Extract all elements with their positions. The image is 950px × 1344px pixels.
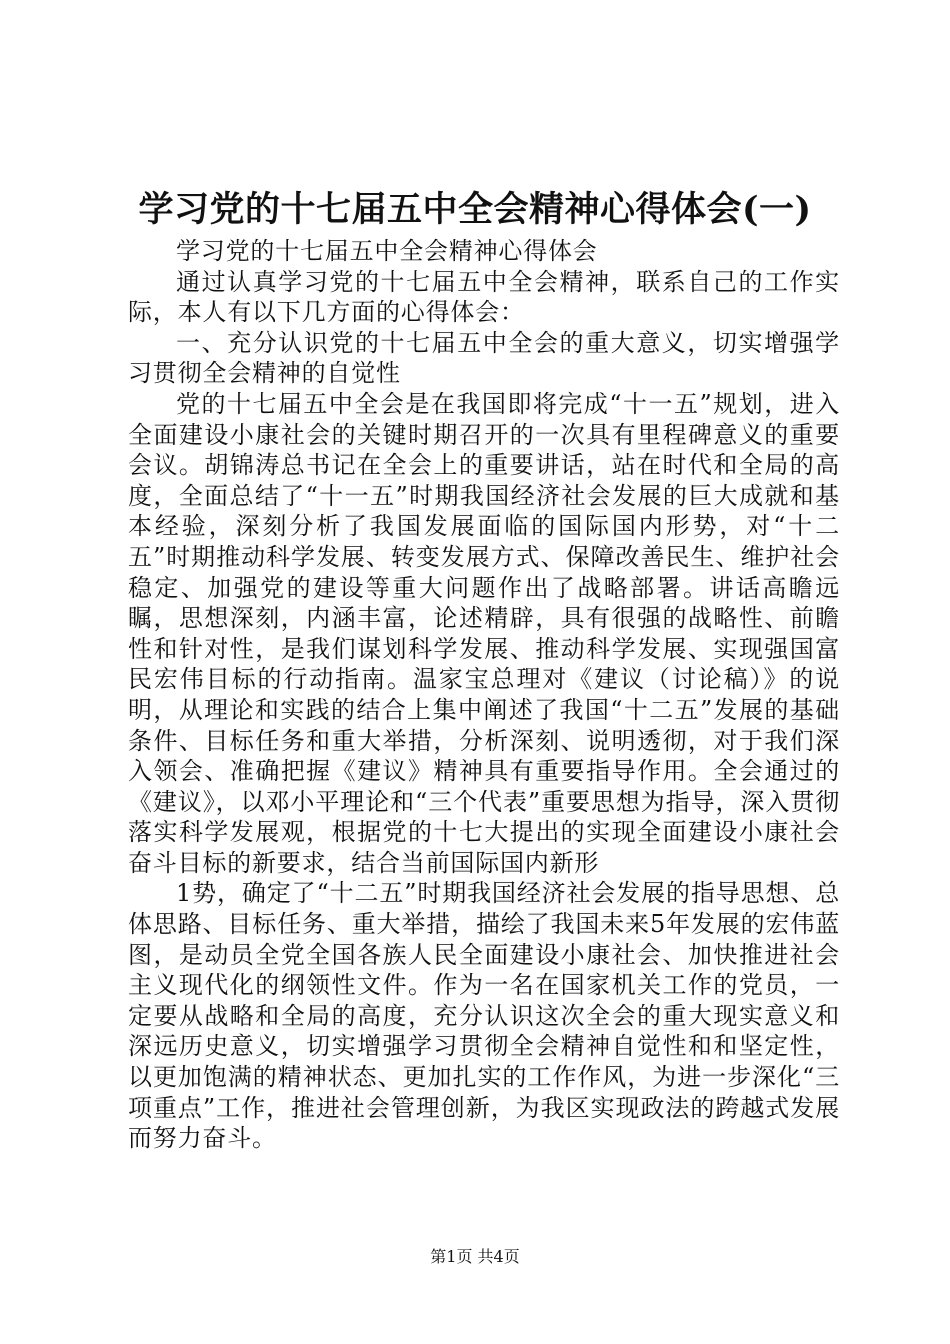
page-number-footer: 第1页 共4页 bbox=[430, 1247, 520, 1266]
paragraph-intro: 通过认真学习党的十七届五中全会精神，联系自己的工作实际，本人有以下几方面的心得体会： bbox=[128, 267, 840, 327]
document-title: 学习党的十七届五中全会精神心得体会(一) bbox=[138, 189, 812, 230]
paragraph-subtitle: 学习党的十七届五中全会精神心得体会 bbox=[176, 237, 598, 265]
paragraph-body-1: 党的十七届五中全会是在我国即将完成“十一五”规划，进入全面建设小康社会的关键时期召开的一次具有里程碑意义的重要会议。胡锦涛总书记在全会上的重要讲话，站在时代和全局的高度，全面总结了“十一五”时期我国经济社会发展的巨大成就和基本经验，深刻分析了我国发展面临的国际国内形势，对“十二五”时期推动科学发展、转变发展方式、保障改善民生、维护社会稳定、加强党的建设等重大问题作出了战略部署。讲话高瞻远瞩，思想深刻，内涵丰富，论述精辟，具有很强的战略性、前瞻性和针对性，是我们谋划科学发展、推动科学发展、实现强国富民宏伟目标的行动指南。温家宝总理对《建议（讨论稿）》的说明，从理论和实践的结合上集中阐述了我国“十二五”发展的基础条件、目标任务和重大举措，分析深刻、说明透彻，对于我们深入领会、准确把握《建议》精神具有重要指导作用。全会通过的《建议》，以邓小平理论和“三个代表”重要思想为指导，深入贯彻落实科学发展观，根据党的十七大提出的实现全面建设小康社会奋斗目标的新要求，结合当前国际国内新形 bbox=[128, 389, 840, 877]
paragraph-body-2: 1势，确定了“十二五”时期我国经济社会发展的指导思想、总体思路、目标任务、重大举措，描绘了我国未来5年发展的宏伟蓝图，是动员全党全国各族人民全面建设小康社会、加快推进社会主义现代化的纲领性文件。作为一名在国家机关工作的党员，一定要从战略和全局的高度，充分认识这次全会的重大现实意义和深远历史意义，切实增强学习贯彻全会精神自觉性和和坚定性，以更加饱满的精神状态、更加扎实的工作作风，为进一步深化“三项重点”工作，推进社会管理创新，为我区实现政法的跨越式发展而努力奋斗。 bbox=[128, 879, 840, 1153]
paragraph-section-heading: 一、充分认识党的十七届五中全会的重大意义，切实增强学习贯彻全会精神的自觉性 bbox=[128, 328, 840, 388]
document-body bbox=[128, 236, 840, 1154]
